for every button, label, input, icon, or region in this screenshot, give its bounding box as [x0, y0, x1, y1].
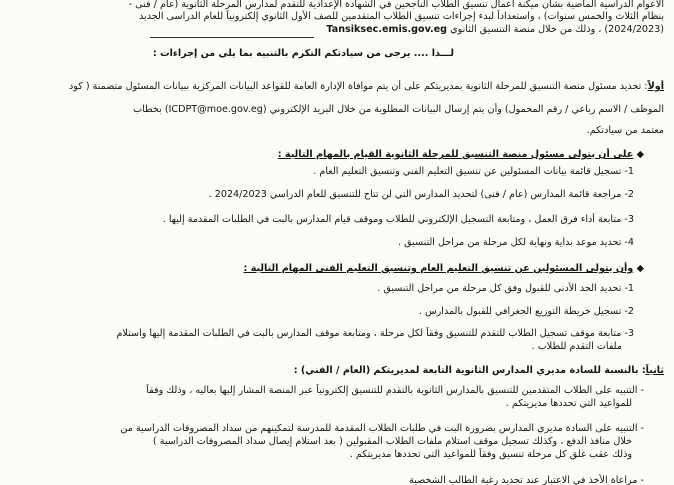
request-line: لـــذا .... يرجى من سيادتكم التكرم بالتنبيه بما يلي من إجراءات : — [152, 48, 454, 59]
intro-line-3 — [10, 23, 664, 36]
second-bullet-2-line-1: - التنبيه على السادة مديري المدارس بضرورة البت في طلبات الطلاب المقدمة للمدرسة لتمكينهم من سداد المصروفات الدراسية من — [120, 423, 644, 434]
first-section-line-2 — [10, 103, 664, 116]
divider — [150, 37, 314, 38]
first-section-line-1 — [10, 80, 664, 93]
first-section-text-3: بخطاب — [133, 104, 162, 115]
second-bullet-2-line-3: وذلك عقب غلق كل مرحلة تنسيق وفقاً للمواعيد التي تحددها مديريتكم . — [349, 449, 632, 460]
officials-task-item: 3- متابعة موقف تسجيل الطلاب للتقدم للتنسيق وفقاً لكل مرحلة ، ومتابعة موقف المدارس بالبت في الطلبات المقدمة إليها واستلام — [116, 328, 634, 339]
second-bullet-1-line-1: - التنبيه على الطلاب المتقدمين للتنسيق بالمدارس الثانوية بالتقدم للتنسيق إلكترونياً عبر المنصة المشار إليها بعاليه ، وذلك وفقاً — [146, 385, 644, 396]
officials-task-item: ملفات التقدم للطلاب . — [531, 341, 622, 352]
intro-line-3-text: (2024/2023) ، وذلك من خلال منصة التنسيق الثانوي — [450, 24, 664, 35]
second-bullet-3-partial: - مراعاة الأخذ في الاعتبار عند تحديد رغبة الطالب الشخصية — [409, 475, 644, 485]
intro-line-1: الأعوام الدراسية الماضية بشأن ميكنة أعمال تنسيق الطلاب الناجحين في الشهادة الإعدادية للتقدم لمدارس المرحلة الثانوية (عام / فنى - — [128, 0, 664, 10]
coord-task-item: 3- متابعة أداء فرق العمل ، ومتابعة التسجيل الإلكتروني للطلاب وموقف قيام المدارس بالبت في الطلبات المقدمة إليها . — [162, 214, 634, 225]
second-bullet-2-line-2: خلال منافذ الدفع ، وكذلك تسجيل موقف استلام ملفات الطلاب المقبولين ( بعد استلام إيصال سداد المصروفات الدراسية ) — [152, 436, 632, 447]
first-section-line-3: معتمد من سيادتكم. — [586, 125, 664, 136]
first-section-label: أولاً — [647, 81, 664, 92]
second-section-label: ثانياً — [645, 365, 664, 376]
coord-task-item: 4- تحديد موعد بداية ونهاية لكل مرحلة من مراحل التنسيق . — [398, 237, 634, 248]
coord-tasks-heading: ◆ على أن يتولى مسئول منصة التنسيق للمرحلة الثانوية القيام بالمهام التالية : — [277, 149, 644, 160]
officials-tasks-heading: ◆ وأن يتولى المسئولين عن تنسيق التعليم العام وتنسيق التعليم الفني المهام التالية : — [243, 263, 644, 274]
officials-task-item: 1- تحديد الحد الأدنى للقبول وفق كل مرحلة من مراحل التنسيق . — [377, 283, 634, 294]
platform-url: Tansiksec.emis.gov.eg — [326, 24, 448, 35]
second-bullet-1-line-2: للمواعيد التي تحددها مديريتكم . — [505, 398, 632, 409]
first-section-text: : تحديد مسئول منصة التنسيق للمرحلة الثانوية بمديريتكم على أن يتم موافاة الإدارة العامة للقواعد البيانات المركزية ببيانات المسئول متضمنة ( كود — [68, 81, 648, 92]
officials-task-item: 2- تسجيل خريطة التوزيع الجغرافي للقبول بالمدارس . — [418, 306, 634, 317]
coord-task-item: 2- مراجعة قائمة المدارس (عام / فنى) لتحديد المدارس التي لن تتاح للتنسيق للعام الدراسي 2024/2023 . — [208, 189, 634, 200]
second-section-heading: ثانياً: بالنسبة للسادة مديري المدارس الثانوية التابعة لمديريتكم (العام / الفني) : — [293, 365, 664, 376]
contact-email: (ICDPT@moe.gov.eg) — [164, 104, 267, 115]
first-section-text-2: الموظف / الاسم رباعي / رقم المحمول) وأن يتم إرسال البيانات المطلوبة من خلال البريد الإلكتروني — [269, 104, 664, 115]
intro-line-2: بنظام الثلاث والخمس سنوات) ، واستعداداً لبدء إجراءات تنسيق الطلاب المتقدمين للصف الأول الثانوي إلكترونياً للعام الدراسى الجديد — [138, 11, 664, 22]
coord-task-item: 1- تسجيل قائمة بيانات المسئولين عن تنسيق التعليم الفني وتنسيق التعليم العام . — [313, 166, 634, 177]
